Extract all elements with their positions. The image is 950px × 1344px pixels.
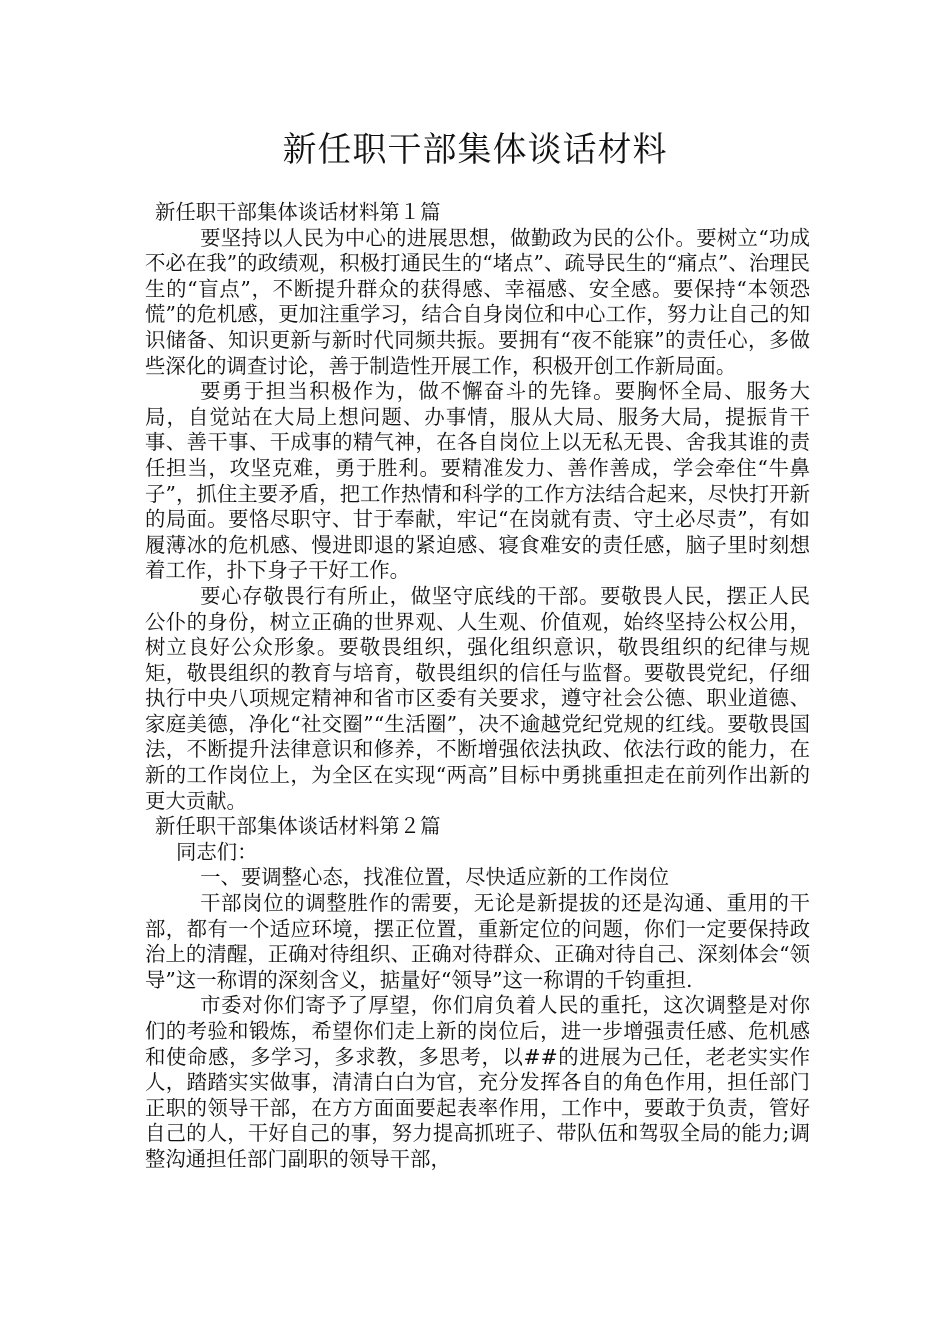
section-2-salutation: 同志们： xyxy=(176,839,258,864)
section-2-paragraph-2: 市委对你们寄予了厚望，你们肩负着人民的重托，这次调整是对你们的考验和锻炼，希望你们走上新的岗位后，进一步增强责任感、危机感和使命感，多学习，多求教，多思考，以##的进展为己任，老老实实作人，踏踏实实做事，清清白白为官，充分发挥各自的角色作用，担任部门正职的领导干部，在方方面面要起表率作用，工作中，要敢于负责，管好自己的人，干好自己的事，努力提高抓班子、带队伍和驾驭全局的能力;调整沟通担任部门副职的领导干部， xyxy=(145,993,810,1171)
section-2-subheading: 一、要调整心态，找准位置，尽快适应新的工作岗位 xyxy=(200,865,670,890)
document-body xyxy=(145,200,810,1173)
section-2-heading: 新任职干部集体谈话材料第２篇 xyxy=(155,814,441,839)
section-1-paragraph-2: 要勇于担当积极作为，做不懈奋斗的先锋。要胸怀全局、服务大局，自觉站在大局上想问题、办事情，服从大局、服务大局，提振肯干事、善干事、干成事的精气神，在各自岗位上以无私无畏、舍我其谁的责任担当，攻坚克难，勇于胜利。要精准发力、善作善成，学会牵住“牛鼻子”，抓住主要矛盾，把工作热情和科学的工作方法结合起来，尽快打开新的局面。要恪尽职守、甘于奉献，牢记“在岗就有责、守土必尽责”，有如履薄冰的危机感、慢进即退的紧迫感、寝食难安的责任感，脑子里时刻想着工作，扑下身子干好工作。 xyxy=(145,379,810,583)
document-title: 新任职干部集体谈话材料 xyxy=(282,130,668,170)
section-1-paragraph-3: 要心存敬畏行有所止，做坚守底线的干部。要敬畏人民，摆正人民公仆的身份，树立正确的世界观、人生观、价值观，始终坚持公权公用，树立良好公众形象。要敬畏组织，强化组织意识，敬畏组织的纪律与规矩，敬畏组织的教育与培育，敬畏组织的信任与监督。要敬畏党纪，仔细执行中央八项规定精神和省市区委有关要求，遵守社会公德、职业道德、家庭美德，净化“社交圈”“生活圈”，决不逾越党纪党规的红线。要敬畏国法，不断提升法律意识和修养，不断增强依法执政、依法行政的能力，在新的工作岗位上，为全区在实现“两高”目标中勇挑重担走在前列作出新的更大贡献。 xyxy=(145,583,810,813)
section-1-heading: 新任职干部集体谈话材料第１篇 xyxy=(155,200,441,224)
section-1-paragraph-1: 要坚持以人民为中心的进展思想，做勤政为民的公仆。要树立“功成不必在我”的政绩观，积极打通民生的“堵点”、疏导民生的“痛点”、治理民生的“盲点”，不断提升群众的获得感、幸福感、安全感。要保持“本领恐慌”的危机感，更加注重学习，结合自身岗位和中心工作，努力让自己的知识储备、知识更新与新时代同频共振。要拥有“夜不能寐”的责任心，多做些深化的调查讨论，善于制造性开展工作，积极开创工作新局面。 xyxy=(145,225,810,378)
section-2-paragraph-1: 干部岗位的调整胜作的需要，无论是新提拔的还是沟通、重用的干部，都有一个适应环境，摆正位置，重新定位的问题，你们一定要保持政治上的清醒，正确对待组织、正确对待群众、正确对待自己、深刻体会“领导”这一称谓的深刻含义，掂量好“领导”这一称谓的千钧重担. xyxy=(145,891,810,992)
